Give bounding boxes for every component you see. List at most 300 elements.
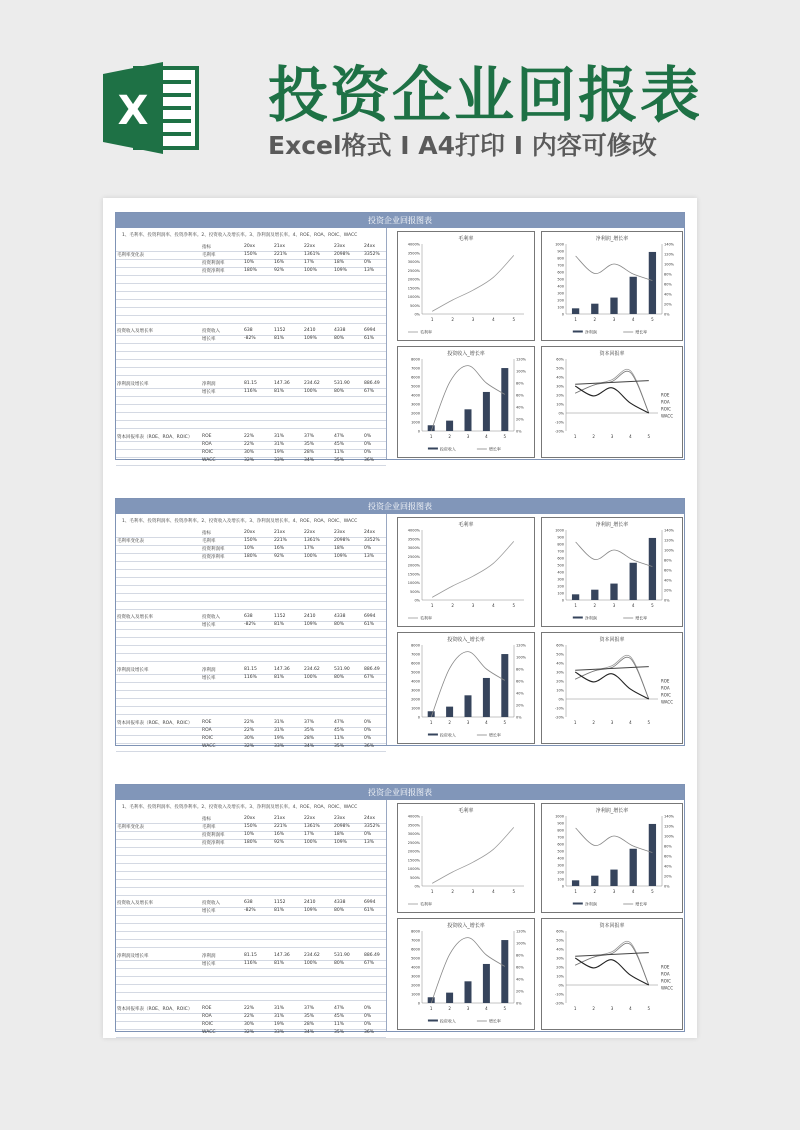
x-tick-label: 5 (647, 1006, 651, 1011)
table-row-empty (116, 420, 386, 429)
y-tick-label: 7000 (411, 366, 420, 371)
row-name: 毛利率 (202, 253, 216, 258)
y-tick-label: 30% (556, 384, 564, 389)
y-tick-label: 0% (414, 884, 420, 889)
table-cell: 34% (304, 744, 315, 749)
y-tick-label: 1000 (555, 242, 564, 247)
y-tick-label: 7000 (411, 938, 420, 943)
y-tick-label: 800 (557, 542, 564, 547)
y-tick-label: 4000 (411, 965, 420, 970)
x-tick-label: 3 (471, 889, 475, 894)
x-tick-label: 2 (451, 603, 454, 608)
y-tick-label: 900 (557, 249, 564, 254)
row-name: ROA (202, 442, 212, 447)
y-tick-label: 0 (561, 884, 564, 889)
y-tick-label: 1000% (407, 867, 420, 871)
y-tick-label: 2500% (407, 554, 420, 559)
table-cell: 92% (274, 840, 285, 845)
x-tick-label: 4 (485, 1006, 488, 1011)
y2-tick-label: 40% (664, 578, 672, 583)
y-tick-label: 2000% (407, 563, 420, 568)
header (0, 0, 800, 190)
x-tick-label: 5 (503, 720, 507, 725)
table-cell: 221% (274, 252, 287, 257)
legend-label: ROA (661, 685, 670, 691)
chart-svg (542, 804, 682, 912)
table-cell: 45% (334, 1014, 345, 1019)
y-tick-label: 200 (557, 298, 564, 303)
table-cell: 11% (334, 736, 345, 741)
row-name: WACC (202, 744, 216, 749)
table-cell: 18% (334, 260, 345, 265)
table-cell: 47% (334, 720, 345, 725)
row-name: 净利润 (202, 382, 216, 387)
growth-line (576, 828, 653, 853)
y-tick-label: 3000% (407, 260, 420, 264)
y-tick-label: 1500% (407, 286, 420, 291)
table-cell: 47% (334, 1006, 345, 1011)
table-cell: 109% (334, 554, 347, 559)
x-tick-label: 1 (573, 434, 577, 439)
y-tick-label: 200 (557, 870, 564, 875)
table-cell: 18% (334, 832, 345, 837)
x-tick-label: 3 (466, 434, 470, 439)
table-cell: 81% (274, 961, 285, 966)
legend-label: 增长率 (635, 615, 648, 621)
bar (610, 298, 617, 314)
y-tick-label: 20% (556, 679, 564, 684)
table-cell: 22% (244, 434, 255, 439)
chart (541, 918, 683, 1030)
x-tick-label: 1 (429, 434, 433, 439)
y2-tick-label: 120% (516, 929, 527, 934)
table-cell: 22xx (304, 244, 316, 249)
excel-logo-letter: X (117, 88, 149, 134)
y-tick-label: 8000 (411, 643, 420, 648)
x-tick-label: 2 (448, 434, 451, 439)
y-tick-label: 3000 (411, 688, 420, 693)
row-name: 增长率 (202, 962, 216, 967)
x-tick-label: 3 (466, 1006, 470, 1011)
table-cell: 2098% (334, 252, 350, 257)
legend-swatch-bar (428, 448, 438, 450)
group-label: 净利润及增长率 (117, 668, 149, 673)
y-tick-label: 2500% (407, 840, 420, 845)
legend-swatch-bar (428, 1020, 438, 1022)
table-cell: 531.90 (334, 953, 350, 958)
group-label: 毛利率变化表 (117, 825, 144, 830)
x-tick-label: 1 (574, 603, 577, 608)
row-name: 增长率 (202, 676, 216, 681)
bar (446, 993, 453, 1003)
x-tick-label: 5 (512, 603, 516, 608)
table-cell: 221% (274, 824, 287, 829)
page-title: 投资企业回报表 (268, 61, 702, 131)
chart-svg (398, 919, 534, 1029)
series-line (575, 386, 649, 413)
row-name: ROE (202, 434, 212, 439)
x-tick-label: 2 (592, 720, 595, 725)
table-cell: 33% (274, 458, 285, 463)
table-cell: 80% (334, 336, 345, 341)
y2-tick-label: 140% (664, 242, 675, 247)
y-tick-label: 1500% (407, 572, 420, 577)
y-tick-label: 40% (556, 661, 564, 666)
x-tick-label: 3 (612, 603, 616, 608)
y-tick-label: 1000 (555, 528, 564, 533)
growth-line (576, 542, 653, 567)
table-cell: 81% (274, 336, 285, 341)
y-tick-label: 100 (557, 305, 564, 310)
table-cell: 180% (244, 840, 257, 845)
y-tick-label: 10% (556, 688, 564, 693)
table-cell: 100% (304, 389, 317, 394)
table-row-empty (116, 315, 386, 324)
y-tick-label: 600 (557, 842, 564, 847)
table-cell: -82% (244, 908, 256, 913)
y-tick-label: -10% (554, 420, 564, 425)
y-tick-label: 500% (409, 303, 420, 308)
table-cell: 22xx (304, 530, 316, 535)
bar (446, 707, 453, 717)
chart (397, 231, 535, 341)
y-tick-label: 4000% (407, 242, 420, 247)
table-cell: 22% (244, 720, 255, 725)
x-tick-label: 4 (485, 434, 488, 439)
row-name: 投资收入 (202, 615, 220, 620)
row-name: 投资收入 (202, 329, 220, 334)
table-cell: 35% (334, 744, 345, 749)
y2-tick-label: 20% (664, 588, 672, 593)
table-cell: 28% (304, 736, 315, 741)
report-banner: 投资企业回报图表 (116, 213, 684, 228)
table-cell: 24xx (364, 530, 376, 535)
y2-tick-label: 80% (516, 667, 524, 672)
y2-tick-label: 20% (664, 874, 672, 879)
x-tick-label: 4 (631, 317, 635, 322)
table-cell: 21xx (274, 816, 286, 821)
legend-label: 毛利率 (420, 615, 432, 621)
row-name: 投资利润率 (202, 261, 225, 266)
y-tick-label: 700 (557, 263, 564, 268)
series-line (575, 941, 649, 985)
table-cell: 4338 (334, 614, 346, 619)
table-cell: 22% (244, 442, 255, 447)
y-tick-label: 900 (557, 535, 564, 540)
y-tick-label: 6000 (411, 947, 420, 952)
y-tick-label: 2000 (411, 983, 420, 988)
y2-tick-label: 0% (664, 598, 670, 603)
table-cell: 109% (334, 268, 347, 273)
x-tick-label: 1 (430, 889, 434, 894)
row-name: WACC (202, 1030, 216, 1035)
legend-label: 增长率 (635, 329, 648, 335)
table-cell: 100% (304, 675, 317, 680)
x-tick-label: 4 (485, 720, 488, 725)
row-name: ROIC (202, 736, 214, 741)
table-cell: 109% (304, 908, 317, 913)
table-cell: 116% (244, 389, 257, 394)
legend-label: ROIC (661, 406, 671, 412)
y-tick-label: 2000 (411, 411, 420, 416)
x-tick-label: 5 (512, 889, 516, 894)
row-name: 投资净利率 (202, 269, 225, 274)
y-tick-label: 6000 (411, 375, 420, 380)
y-tick-label: 3000% (407, 832, 420, 836)
x-tick-label: 4 (631, 603, 635, 608)
table-cell: 1361% (304, 538, 320, 543)
table-cell: 61% (364, 336, 375, 341)
row-name: 指标 (202, 531, 211, 536)
table-cell: 80% (334, 389, 345, 394)
table-note: 1、毛利率、投资利润率、投资净利率。2、投资收入及增长率。3、净利润及增长率。4、ROE、ROA、ROIC、WACC (122, 519, 358, 524)
table-cell: 35% (334, 458, 345, 463)
y-tick-label: 60% (556, 643, 564, 648)
x-tick-label: 3 (610, 434, 614, 439)
bar (572, 308, 579, 314)
table-cell: 61% (364, 908, 375, 913)
table-cell: 886.49 (364, 667, 380, 672)
table-cell: 20xx (244, 816, 256, 821)
chart-svg (398, 518, 534, 626)
chart (397, 918, 535, 1030)
bar (465, 981, 472, 1003)
bar (610, 584, 617, 600)
y-tick-label: 3000% (407, 546, 420, 550)
legend-swatch-bar (428, 734, 438, 736)
table-cell: 17% (304, 260, 315, 265)
data-table (116, 514, 387, 749)
group-label: 资本回报率表（ROE、ROA、ROIC） (117, 435, 193, 440)
table-cell: 1152 (274, 614, 286, 619)
y-tick-label: -10% (554, 706, 564, 711)
table-cell: 150% (244, 252, 257, 257)
y-tick-label: 800 (557, 828, 564, 833)
table-cell: 4338 (334, 900, 346, 905)
chart (397, 517, 535, 627)
y-tick-label: 1000 (555, 814, 564, 819)
y2-tick-label: 100% (664, 262, 675, 267)
table-cell: 10% (244, 260, 255, 265)
table-cell: 6994 (364, 900, 376, 905)
table-cell: 81% (274, 908, 285, 913)
series-line (575, 371, 649, 413)
x-tick-label: 1 (573, 720, 577, 725)
row-name: ROIC (202, 1022, 214, 1027)
row-name: 净利润 (202, 668, 216, 673)
row-name: 增长率 (202, 390, 216, 395)
row-name: 投资净利率 (202, 841, 225, 846)
chart (397, 632, 535, 744)
y-tick-label: 300 (557, 577, 564, 582)
y2-tick-label: 100% (516, 941, 527, 946)
y-tick-label: 700 (557, 835, 564, 840)
legend-label: 增长率 (488, 446, 501, 452)
y2-tick-label: 40% (516, 405, 524, 410)
table-cell: 20xx (244, 530, 256, 535)
y2-tick-label: 100% (664, 548, 675, 553)
bar (465, 409, 472, 431)
table-cell: 638 (244, 614, 253, 619)
table-cell: 234.62 (304, 667, 320, 672)
table-row-empty (116, 653, 386, 662)
x-tick-label: 3 (471, 603, 475, 608)
bar (572, 594, 579, 600)
table-cell: 1152 (274, 328, 286, 333)
y-tick-label: 4000% (407, 528, 420, 533)
y-tick-label: 20% (556, 393, 564, 398)
row-name: 毛利率 (202, 825, 216, 830)
x-tick-label: 2 (593, 603, 597, 608)
y2-tick-label: 120% (516, 357, 527, 362)
bar (483, 964, 490, 1003)
y2-tick-label: 40% (664, 292, 672, 297)
x-tick-label: 4 (492, 603, 495, 608)
table-cell: 13% (364, 554, 375, 559)
y-tick-label: 1500% (407, 858, 420, 863)
y-tick-label: 6000 (411, 661, 420, 666)
row-name: 投资利润率 (202, 547, 225, 552)
y2-tick-label: 140% (664, 528, 675, 533)
table-cell: 22% (244, 728, 255, 733)
y-tick-label: 1000 (411, 420, 420, 425)
table-cell: 3352% (364, 538, 380, 543)
series-line (575, 943, 649, 985)
x-tick-label: 4 (629, 1006, 632, 1011)
table-cell: 17% (304, 546, 315, 551)
bar (630, 277, 637, 314)
y-tick-label: 300 (557, 291, 564, 296)
y2-tick-label: 80% (516, 953, 524, 958)
table-cell: 100% (304, 554, 317, 559)
y-tick-label: 3000 (411, 402, 420, 407)
chart-title: 净利润_增长率 (595, 522, 629, 528)
x-tick-label: 1 (429, 720, 433, 725)
y-tick-label: 500% (409, 589, 420, 594)
table-cell: 2410 (304, 328, 316, 333)
y-tick-label: 30% (556, 670, 564, 675)
table-cell: 35% (304, 728, 315, 733)
y-tick-label: 4000 (411, 679, 420, 684)
table-cell: 16% (274, 260, 285, 265)
y-tick-label: 300 (557, 863, 564, 868)
legend-label: ROA (661, 971, 670, 977)
y2-tick-label: 80% (516, 381, 524, 386)
series-line (575, 657, 649, 699)
table-cell: 221% (274, 538, 287, 543)
table-cell: 16% (274, 546, 285, 551)
table-cell: 0% (364, 728, 372, 733)
x-tick-label: 5 (512, 317, 516, 322)
table-cell: 886.49 (364, 381, 380, 386)
x-tick-label: 2 (593, 317, 597, 322)
table-cell: 23xx (334, 244, 346, 249)
y-tick-label: 200 (557, 584, 564, 589)
table-cell: 67% (364, 961, 375, 966)
y2-tick-label: 80% (664, 844, 672, 849)
x-tick-label: 1 (574, 889, 577, 894)
chart-title: 投资收入_增长率 (447, 351, 485, 357)
table-cell: 147.36 (274, 953, 290, 958)
table-cell: 36% (364, 744, 375, 749)
table-cell: 36% (364, 1030, 375, 1035)
table-cell: 109% (334, 840, 347, 845)
table-cell: 31% (274, 442, 285, 447)
table-cell: 80% (334, 622, 345, 627)
chart-svg (542, 347, 682, 457)
y-tick-label: 3500% (407, 823, 420, 828)
group-label: 毛利率变化表 (117, 539, 144, 544)
row-name: WACC (202, 458, 216, 463)
y-tick-label: 400 (557, 570, 564, 575)
table-cell: 116% (244, 675, 257, 680)
chart-svg (398, 633, 534, 743)
table-cell: 92% (274, 268, 285, 273)
table-cell: 30% (244, 450, 255, 455)
chart (541, 517, 683, 627)
table-cell: 22% (244, 1006, 255, 1011)
y-tick-label: 500 (557, 849, 564, 854)
table-cell: 47% (334, 434, 345, 439)
group-label: 资本回报率表（ROE、ROA、ROIC） (117, 721, 193, 726)
table-cell: 0% (364, 442, 372, 447)
table-row-empty (116, 887, 386, 896)
x-tick-label: 4 (629, 434, 632, 439)
row-name: 毛利率 (202, 539, 216, 544)
table-cell: 3352% (364, 824, 380, 829)
legend-label: ROIC (661, 978, 671, 984)
excel-logo-icon (103, 60, 203, 156)
x-tick-label: 2 (451, 317, 454, 322)
table-cell: 2410 (304, 614, 316, 619)
x-tick-label: 1 (430, 317, 434, 322)
row-name: 指标 (202, 817, 211, 822)
group-label: 净利润及增长率 (117, 954, 149, 959)
table-cell: 30% (244, 736, 255, 741)
table-cell: 1152 (274, 900, 286, 905)
group-label: 资本回报率表（ROE、ROA、ROIC） (117, 1007, 193, 1012)
y2-tick-label: 0% (516, 1001, 522, 1006)
table-cell: 34% (304, 1030, 315, 1035)
report-block (115, 498, 685, 749)
legend-label: ROE (661, 964, 670, 970)
y-tick-label: 5000 (411, 956, 420, 961)
legend-label: ROIC (661, 692, 671, 698)
table-cell: 81% (274, 389, 285, 394)
y-tick-label: 60% (556, 929, 564, 934)
table-cell: 10% (244, 832, 255, 837)
y-tick-label: 10% (556, 402, 564, 407)
chart-svg (398, 804, 534, 912)
y2-tick-label: 0% (516, 715, 522, 720)
table-cell: 67% (364, 675, 375, 680)
x-tick-label: 4 (492, 317, 495, 322)
chart-title: 净利润_增长率 (595, 808, 629, 814)
legend-label: 投资收入 (439, 446, 456, 452)
x-tick-label: 1 (574, 317, 577, 322)
bar (501, 368, 508, 431)
table-cell: 1361% (304, 824, 320, 829)
table-cell: 19% (274, 736, 285, 741)
legend-label: 增长率 (488, 732, 501, 738)
growth-line (576, 256, 653, 281)
y-tick-label: 60% (556, 357, 564, 362)
x-tick-label: 2 (448, 720, 451, 725)
table-cell: 33% (274, 744, 285, 749)
table-cell: 0% (364, 720, 372, 725)
table-cell: 35% (304, 1014, 315, 1019)
x-tick-label: 2 (448, 1006, 451, 1011)
